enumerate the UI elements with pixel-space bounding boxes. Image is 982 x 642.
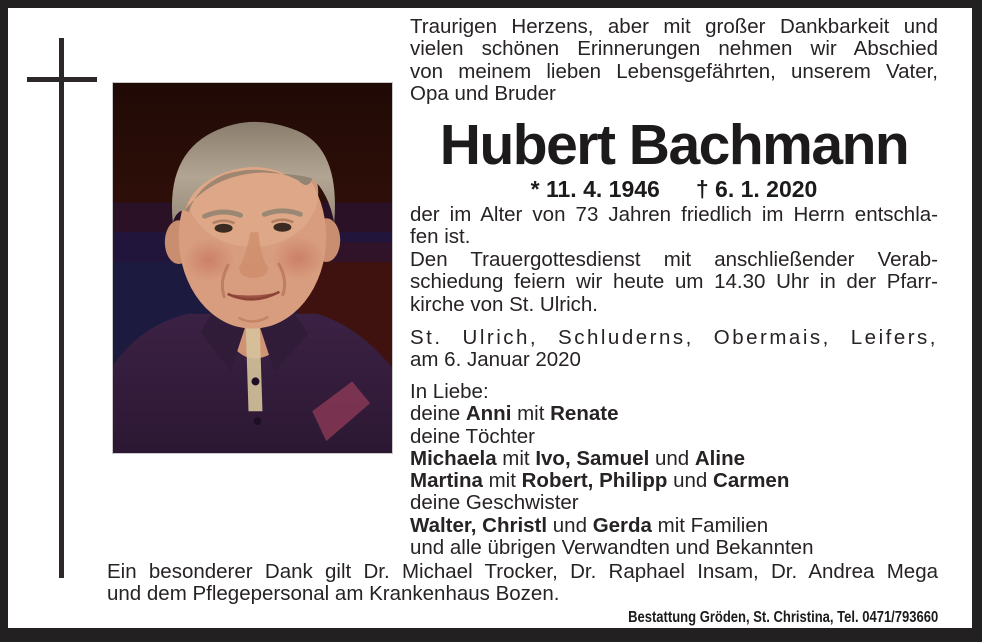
mourner-line xyxy=(410,403,938,425)
announcement-paragraph-2 xyxy=(410,249,938,316)
deceased-name: Hubert Bachmann xyxy=(439,113,909,177)
mourner-text: und alle übrigen Verwandten und Bekannten xyxy=(410,536,814,560)
text-line: der im Alter von 73 Jahren friedlich im Herrn entschla- xyxy=(410,203,938,226)
mourner-line xyxy=(410,448,938,470)
birth-date: * 11. 4. 1946 xyxy=(530,176,660,202)
life-dates xyxy=(410,176,938,203)
mourner-name: Carmen xyxy=(713,469,790,493)
text-line: und dem Pflegepersonal am Krankenhaus Bozen. xyxy=(107,582,560,606)
funeral-home-text: Bestattung Gröden, St. Christina, Tel. 0471/793660 xyxy=(627,609,938,626)
cross-horizontal-bar xyxy=(27,77,97,82)
text-line: vielen schönen Erinnerungen nehmen wir Abschied xyxy=(410,37,938,61)
mourner-text: deine Geschwister xyxy=(410,491,579,515)
mourner-name: Michaela xyxy=(410,446,497,470)
mourner-line xyxy=(410,492,938,514)
thanks-paragraph xyxy=(107,561,938,606)
places-date: am 6. Januar 2020 xyxy=(410,348,581,372)
mourner-text: mit Familien xyxy=(651,513,769,537)
mourner-text: deine Töchter xyxy=(410,424,535,448)
mourner-name: Martina xyxy=(410,469,483,493)
mourner-text: deine xyxy=(410,402,466,426)
text-line: kirche von St. Ulrich. xyxy=(410,292,598,316)
mourner-text: und xyxy=(667,469,714,493)
frame-border-top xyxy=(0,0,982,8)
announcement-paragraph-1 xyxy=(410,204,938,249)
frame-border-bottom xyxy=(0,628,982,642)
mourner-line xyxy=(410,537,938,559)
mourner-name: Aline xyxy=(694,446,745,470)
text-line: fen ist. xyxy=(410,225,471,249)
mourner-line xyxy=(410,426,938,448)
text-line: Opa und Bruder xyxy=(410,82,556,106)
mourner-text: und xyxy=(547,513,593,537)
funeral-home-line xyxy=(107,609,938,627)
mourner-name: Walter, Christl xyxy=(410,513,548,537)
mourner-line xyxy=(410,381,938,403)
mourner-text: In Liebe: xyxy=(410,380,489,403)
announcement-text xyxy=(410,204,938,316)
mourners-list xyxy=(410,381,938,559)
mourner-name: Robert, Philipp xyxy=(521,469,668,493)
mourner-name: Anni xyxy=(465,402,512,426)
frame-border-left xyxy=(0,0,8,642)
frame-border-right xyxy=(972,0,982,642)
text-line: schiedung feiern wir heute um 14.30 Uhr in der Pfarr- xyxy=(410,270,938,294)
mourner-text: mit xyxy=(511,402,551,426)
text-line: von meinem lieben Lebensgefährten, unserem Vater, xyxy=(410,59,938,83)
text-line: Den Trauergottesdienst mit anschließender Verab- xyxy=(410,247,938,271)
places-towns: St. Ulrich, Schluderns, Obermais, Leifers, xyxy=(410,326,938,349)
portrait-photo xyxy=(112,82,393,454)
intro-paragraph xyxy=(410,16,938,106)
death-date: † 6. 1. 2020 xyxy=(695,176,818,202)
mourner-name: Gerda xyxy=(592,513,652,537)
mourner-text: mit xyxy=(482,469,522,493)
mourner-line xyxy=(410,470,938,492)
mourner-name: Ivo, Samuel xyxy=(535,446,650,470)
mourner-line xyxy=(410,515,938,537)
portrait-photo-image xyxy=(113,83,392,453)
mourner-text: mit xyxy=(496,446,536,470)
text-line: Ein besonderer Dank gilt Dr. Michael Trocker, Dr. Raphael Insam, Dr. Andrea Mega xyxy=(107,560,938,583)
mourner-name: Renate xyxy=(550,402,619,426)
text-line: Traurigen Herzens, aber mit großer Dankbarkeit und xyxy=(410,15,938,38)
mourner-text: und xyxy=(649,446,695,470)
cross-vertical-bar xyxy=(59,38,64,578)
places-line xyxy=(410,327,938,372)
